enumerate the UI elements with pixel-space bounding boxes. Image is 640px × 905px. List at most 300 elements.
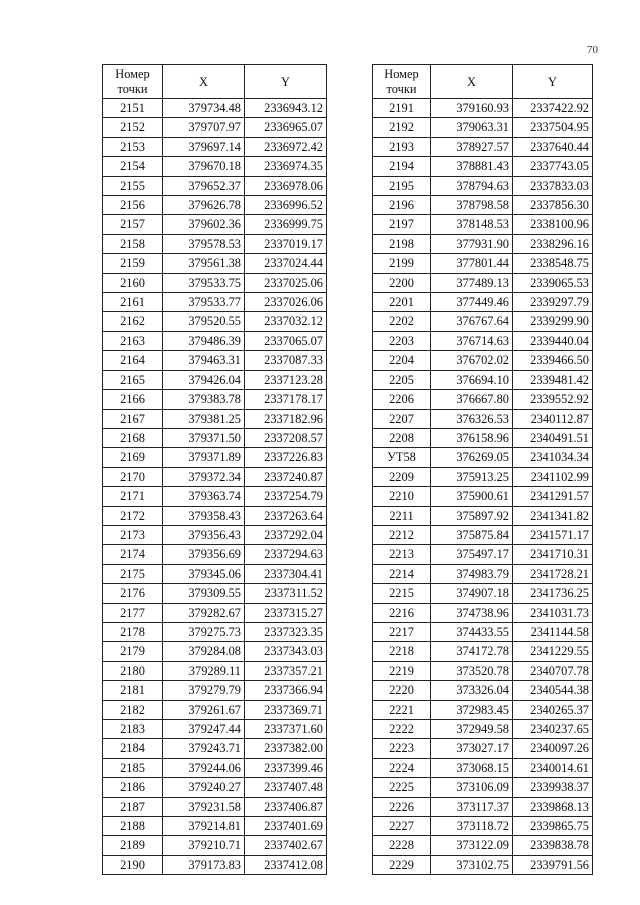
- point-number-cell: 2160: [103, 273, 163, 292]
- x-cell: 374172.78: [431, 642, 513, 661]
- point-number-cell: 2178: [103, 622, 163, 641]
- table-row: [373, 273, 593, 292]
- table-row: [373, 118, 593, 137]
- point-number-cell: 2175: [103, 564, 163, 583]
- point-number-cell: 2173: [103, 525, 163, 544]
- x-cell: 379243.71: [163, 739, 245, 758]
- y-cell: 2337311.52: [245, 584, 327, 603]
- x-cell: 374983.79: [431, 564, 513, 583]
- point-number-cell: 2162: [103, 312, 163, 331]
- header-y: Y: [245, 65, 327, 99]
- y-cell: 2336972.42: [245, 137, 327, 156]
- x-cell: 379284.08: [163, 642, 245, 661]
- table-row: [373, 390, 593, 409]
- x-cell: 373118.72: [431, 817, 513, 836]
- x-cell: 379356.43: [163, 525, 245, 544]
- point-number-cell: 2204: [373, 351, 431, 370]
- table-row: [103, 778, 327, 797]
- x-cell: 379289.11: [163, 661, 245, 680]
- point-number-cell: 2224: [373, 758, 431, 777]
- table-row: [103, 467, 327, 486]
- table-header-row: [103, 65, 327, 99]
- table-row: [373, 836, 593, 855]
- table-row: [103, 622, 327, 641]
- x-cell: 379282.67: [163, 603, 245, 622]
- point-number-cell: 2210: [373, 487, 431, 506]
- point-number-cell: 2223: [373, 739, 431, 758]
- y-cell: 2337323.35: [245, 622, 327, 641]
- table-row: [373, 370, 593, 389]
- point-number-cell: 2212: [373, 525, 431, 544]
- y-cell: 2339868.13: [513, 797, 593, 816]
- y-cell: 2339938.37: [513, 778, 593, 797]
- x-cell: 378798.58: [431, 196, 513, 215]
- table-row: [373, 137, 593, 156]
- x-cell: 375900.61: [431, 487, 513, 506]
- x-cell: 379697.14: [163, 137, 245, 156]
- x-cell: 373106.09: [431, 778, 513, 797]
- table-row: [373, 758, 593, 777]
- table-row: [373, 254, 593, 273]
- table-row: [373, 642, 593, 661]
- point-number-cell: 2185: [103, 758, 163, 777]
- point-number-cell: 2227: [373, 817, 431, 836]
- y-cell: 2337065.07: [245, 331, 327, 350]
- x-cell: 374907.18: [431, 584, 513, 603]
- table-row: [103, 312, 327, 331]
- y-cell: 2337240.87: [245, 467, 327, 486]
- point-number-cell: 2219: [373, 661, 431, 680]
- table-row: [103, 642, 327, 661]
- table-row: [373, 448, 593, 467]
- table-row: [373, 99, 593, 118]
- point-number-cell: 2213: [373, 545, 431, 564]
- point-number-cell: 2168: [103, 428, 163, 447]
- table-row: [103, 409, 327, 428]
- table-row: [103, 176, 327, 195]
- point-number-cell: 2198: [373, 234, 431, 253]
- table-row: [103, 215, 327, 234]
- point-number-cell: 2194: [373, 157, 431, 176]
- y-cell: 2336965.07: [245, 118, 327, 137]
- x-cell: 379734.48: [163, 99, 245, 118]
- y-cell: 2337357.21: [245, 661, 327, 680]
- point-number-cell: 2169: [103, 448, 163, 467]
- x-cell: 376667.80: [431, 390, 513, 409]
- point-number-cell: 2183: [103, 720, 163, 739]
- point-number-cell: 2217: [373, 622, 431, 641]
- y-cell: 2341728.21: [513, 564, 593, 583]
- table-row: [103, 564, 327, 583]
- point-number-cell: 2180: [103, 661, 163, 680]
- y-cell: 2340237.65: [513, 720, 593, 739]
- point-number-cell: 2202: [373, 312, 431, 331]
- x-cell: 376326.53: [431, 409, 513, 428]
- table-row: [373, 564, 593, 583]
- table-row: [103, 836, 327, 855]
- table-body-left: [103, 99, 327, 875]
- table-row: [373, 797, 593, 816]
- y-cell: 2337401.69: [245, 817, 327, 836]
- y-cell: 2337402.67: [245, 836, 327, 855]
- table-row: [373, 817, 593, 836]
- coordinates-table-right: [372, 64, 593, 875]
- point-number-cell: 2157: [103, 215, 163, 234]
- y-cell: 2337422.92: [513, 99, 593, 118]
- table-row: [373, 487, 593, 506]
- table-row: [103, 428, 327, 447]
- point-number-cell: 2196: [373, 196, 431, 215]
- x-cell: 379358.43: [163, 506, 245, 525]
- y-cell: 2338296.16: [513, 234, 593, 253]
- y-cell: 2336943.12: [245, 99, 327, 118]
- y-cell: 2337025.06: [245, 273, 327, 292]
- y-cell: 2337833.03: [513, 176, 593, 195]
- table-row: [373, 506, 593, 525]
- y-cell: 2341031.73: [513, 603, 593, 622]
- header-x: X: [163, 65, 245, 99]
- x-cell: 376158.96: [431, 428, 513, 447]
- point-number-cell: 2209: [373, 467, 431, 486]
- point-number-cell: 2152: [103, 118, 163, 137]
- y-cell: 2339065.53: [513, 273, 593, 292]
- x-cell: 379533.77: [163, 293, 245, 312]
- point-number-cell: 2179: [103, 642, 163, 661]
- point-number-cell: 2228: [373, 836, 431, 855]
- point-number-cell: 2215: [373, 584, 431, 603]
- point-number-cell: 2174: [103, 545, 163, 564]
- y-cell: 2337366.94: [245, 681, 327, 700]
- x-cell: 377489.13: [431, 273, 513, 292]
- point-number-cell: 2176: [103, 584, 163, 603]
- table-row: [103, 817, 327, 836]
- x-cell: 373520.78: [431, 661, 513, 680]
- x-cell: 378148.53: [431, 215, 513, 234]
- x-cell: 373102.75: [431, 855, 513, 874]
- table-row: [373, 681, 593, 700]
- table-row: [103, 390, 327, 409]
- table-row: [103, 196, 327, 215]
- x-cell: 379214.81: [163, 817, 245, 836]
- x-cell: 378927.57: [431, 137, 513, 156]
- point-number-cell: 2193: [373, 137, 431, 156]
- x-cell: 379652.37: [163, 176, 245, 195]
- x-cell: 373117.37: [431, 797, 513, 816]
- point-number-cell: 2187: [103, 797, 163, 816]
- table-row: [373, 584, 593, 603]
- point-number-cell: 2161: [103, 293, 163, 312]
- y-cell: 2340097.26: [513, 739, 593, 758]
- x-cell: 379356.69: [163, 545, 245, 564]
- point-number-cell: 2156: [103, 196, 163, 215]
- y-cell: 2341102.99: [513, 467, 593, 486]
- x-cell: 379275.73: [163, 622, 245, 641]
- table-row: [103, 758, 327, 777]
- table-row: [373, 312, 593, 331]
- x-cell: 379626.78: [163, 196, 245, 215]
- y-cell: 2337743.05: [513, 157, 593, 176]
- x-cell: 379561.38: [163, 254, 245, 273]
- point-number-cell: 2154: [103, 157, 163, 176]
- x-cell: 376702.02: [431, 351, 513, 370]
- x-cell: 375875.84: [431, 525, 513, 544]
- y-cell: 2337343.03: [245, 642, 327, 661]
- y-cell: 2339838.78: [513, 836, 593, 855]
- point-number-cell: 2158: [103, 234, 163, 253]
- y-cell: 2339552.92: [513, 390, 593, 409]
- y-cell: 2337412.08: [245, 855, 327, 874]
- table-row: [103, 331, 327, 350]
- y-cell: 2337315.27: [245, 603, 327, 622]
- point-number-cell: 2218: [373, 642, 431, 661]
- point-number-cell: УТ58: [373, 448, 431, 467]
- point-number-cell: 2155: [103, 176, 163, 195]
- x-cell: 376269.05: [431, 448, 513, 467]
- y-cell: 2341571.17: [513, 525, 593, 544]
- x-cell: 379486.39: [163, 331, 245, 350]
- point-number-cell: 2229: [373, 855, 431, 874]
- y-cell: 2337226.83: [245, 448, 327, 467]
- table-row: [373, 661, 593, 680]
- header-point-line-2: точки: [386, 81, 417, 96]
- x-cell: 379309.55: [163, 584, 245, 603]
- table-row: [373, 157, 593, 176]
- y-cell: 2336999.75: [245, 215, 327, 234]
- table-row: [103, 118, 327, 137]
- x-cell: 372983.45: [431, 700, 513, 719]
- page-number: 70: [587, 44, 598, 56]
- x-cell: 379371.50: [163, 428, 245, 447]
- y-cell: 2340112.87: [513, 409, 593, 428]
- table-row: [103, 351, 327, 370]
- table-row: [103, 254, 327, 273]
- point-number-cell: 2208: [373, 428, 431, 447]
- y-cell: 2337123.28: [245, 370, 327, 389]
- x-cell: 379210.71: [163, 836, 245, 855]
- table-row: [103, 487, 327, 506]
- x-cell: 379578.53: [163, 234, 245, 253]
- y-cell: 2340707.78: [513, 661, 593, 680]
- y-cell: 2337382.00: [245, 739, 327, 758]
- point-number-cell: 2182: [103, 700, 163, 719]
- x-cell: 379381.25: [163, 409, 245, 428]
- point-number-cell: 2214: [373, 564, 431, 583]
- point-number-cell: 2170: [103, 467, 163, 486]
- y-cell: 2337640.44: [513, 137, 593, 156]
- table-row: [103, 99, 327, 118]
- y-cell: 2337019.17: [245, 234, 327, 253]
- point-number-cell: 2195: [373, 176, 431, 195]
- y-cell: 2336996.52: [245, 196, 327, 215]
- y-cell: 2340014.61: [513, 758, 593, 777]
- point-number-cell: 2220: [373, 681, 431, 700]
- header-point-line-1: Номер: [384, 66, 419, 81]
- table-row: [373, 467, 593, 486]
- table-row: [373, 720, 593, 739]
- y-cell: 2341710.31: [513, 545, 593, 564]
- x-cell: 379670.18: [163, 157, 245, 176]
- x-cell: 379463.31: [163, 351, 245, 370]
- x-cell: 379063.31: [431, 118, 513, 137]
- y-cell: 2337292.04: [245, 525, 327, 544]
- y-cell: 2337263.64: [245, 506, 327, 525]
- point-number-cell: 2159: [103, 254, 163, 273]
- x-cell: 379247.44: [163, 720, 245, 739]
- y-cell: 2337024.44: [245, 254, 327, 273]
- y-cell: 2339791.56: [513, 855, 593, 874]
- y-cell: 2339865.75: [513, 817, 593, 836]
- table-row: [373, 700, 593, 719]
- point-number-cell: 2177: [103, 603, 163, 622]
- y-cell: 2339297.79: [513, 293, 593, 312]
- x-cell: 379372.34: [163, 467, 245, 486]
- x-cell: 379173.83: [163, 855, 245, 874]
- point-number-cell: 2226: [373, 797, 431, 816]
- point-number-cell: 2189: [103, 836, 163, 855]
- y-cell: 2337182.96: [245, 409, 327, 428]
- point-number-cell: 2205: [373, 370, 431, 389]
- table-row: [373, 331, 593, 350]
- table-row: [103, 448, 327, 467]
- point-number-cell: 2203: [373, 331, 431, 350]
- x-cell: 377449.46: [431, 293, 513, 312]
- x-cell: 379231.58: [163, 797, 245, 816]
- table-row: [103, 157, 327, 176]
- table-row: [373, 545, 593, 564]
- table-row: [373, 525, 593, 544]
- y-cell: 2337407.48: [245, 778, 327, 797]
- y-cell: 2337304.41: [245, 564, 327, 583]
- header-point-number: [373, 65, 431, 99]
- point-number-cell: 2163: [103, 331, 163, 350]
- point-number-cell: 2207: [373, 409, 431, 428]
- x-cell: 379520.55: [163, 312, 245, 331]
- table-row: [103, 584, 327, 603]
- table-row: [373, 428, 593, 447]
- point-number-cell: 2164: [103, 351, 163, 370]
- table-row: [103, 661, 327, 680]
- x-cell: 379371.89: [163, 448, 245, 467]
- y-cell: 2337026.06: [245, 293, 327, 312]
- point-number-cell: 2201: [373, 293, 431, 312]
- x-cell: 375913.25: [431, 467, 513, 486]
- y-cell: 2341144.58: [513, 622, 593, 641]
- point-number-cell: 2165: [103, 370, 163, 389]
- y-cell: 2340265.37: [513, 700, 593, 719]
- table-row: [103, 525, 327, 544]
- point-number-cell: 2222: [373, 720, 431, 739]
- y-cell: 2337406.87: [245, 797, 327, 816]
- y-cell: 2337208.57: [245, 428, 327, 447]
- header-point-number: [103, 65, 163, 99]
- y-cell: 2337294.63: [245, 545, 327, 564]
- table-row: [373, 176, 593, 195]
- table-row: [103, 273, 327, 292]
- y-cell: 2337369.71: [245, 700, 327, 719]
- y-cell: 2339299.90: [513, 312, 593, 331]
- y-cell: 2341341.82: [513, 506, 593, 525]
- point-number-cell: 2192: [373, 118, 431, 137]
- y-cell: 2341291.57: [513, 487, 593, 506]
- table-row: [373, 234, 593, 253]
- x-cell: 379383.78: [163, 390, 245, 409]
- table-row: [373, 409, 593, 428]
- x-cell: 379707.97: [163, 118, 245, 137]
- point-number-cell: 2171: [103, 487, 163, 506]
- y-cell: 2340544.38: [513, 681, 593, 700]
- x-cell: 373326.04: [431, 681, 513, 700]
- header-point-line-1: Номер: [115, 66, 150, 81]
- table-row: [103, 681, 327, 700]
- table-row: [103, 370, 327, 389]
- x-cell: 379261.67: [163, 700, 245, 719]
- table-row: [373, 196, 593, 215]
- header-x: X: [431, 65, 513, 99]
- table-row: [103, 506, 327, 525]
- x-cell: 379363.74: [163, 487, 245, 506]
- table-header-row: [373, 65, 593, 99]
- x-cell: 378881.43: [431, 157, 513, 176]
- table-row: [373, 293, 593, 312]
- point-number-cell: 2200: [373, 273, 431, 292]
- point-number-cell: 2151: [103, 99, 163, 118]
- x-cell: 373027.17: [431, 739, 513, 758]
- y-cell: 2337032.12: [245, 312, 327, 331]
- point-number-cell: 2184: [103, 739, 163, 758]
- point-number-cell: 2181: [103, 681, 163, 700]
- x-cell: 373122.09: [431, 836, 513, 855]
- x-cell: 372949.58: [431, 720, 513, 739]
- table-row: [103, 545, 327, 564]
- table-row: [103, 797, 327, 816]
- point-number-cell: 2216: [373, 603, 431, 622]
- table-row: [373, 603, 593, 622]
- x-cell: 379244.06: [163, 758, 245, 777]
- table-row: [373, 855, 593, 874]
- y-cell: 2337254.79: [245, 487, 327, 506]
- table-row: [103, 700, 327, 719]
- x-cell: 379426.04: [163, 370, 245, 389]
- y-cell: 2339466.50: [513, 351, 593, 370]
- x-cell: 379345.06: [163, 564, 245, 583]
- x-cell: 379533.75: [163, 273, 245, 292]
- y-cell: 2337856.30: [513, 196, 593, 215]
- y-cell: 2340491.51: [513, 428, 593, 447]
- point-number-cell: 2221: [373, 700, 431, 719]
- y-cell: 2337178.17: [245, 390, 327, 409]
- y-cell: 2338100.96: [513, 215, 593, 234]
- table-row: [103, 137, 327, 156]
- y-cell: 2337371.60: [245, 720, 327, 739]
- x-cell: 379240.27: [163, 778, 245, 797]
- point-number-cell: 2190: [103, 855, 163, 874]
- table-row: [103, 234, 327, 253]
- x-cell: 374738.96: [431, 603, 513, 622]
- x-cell: 377801.44: [431, 254, 513, 273]
- table-row: [373, 739, 593, 758]
- y-cell: 2341229.55: [513, 642, 593, 661]
- point-number-cell: 2197: [373, 215, 431, 234]
- x-cell: 376694.10: [431, 370, 513, 389]
- header-y: Y: [513, 65, 593, 99]
- table-row: [103, 293, 327, 312]
- y-cell: 2337399.46: [245, 758, 327, 777]
- y-cell: 2336978.06: [245, 176, 327, 195]
- point-number-cell: 2172: [103, 506, 163, 525]
- point-number-cell: 2186: [103, 778, 163, 797]
- table-row: [103, 739, 327, 758]
- x-cell: 375497.17: [431, 545, 513, 564]
